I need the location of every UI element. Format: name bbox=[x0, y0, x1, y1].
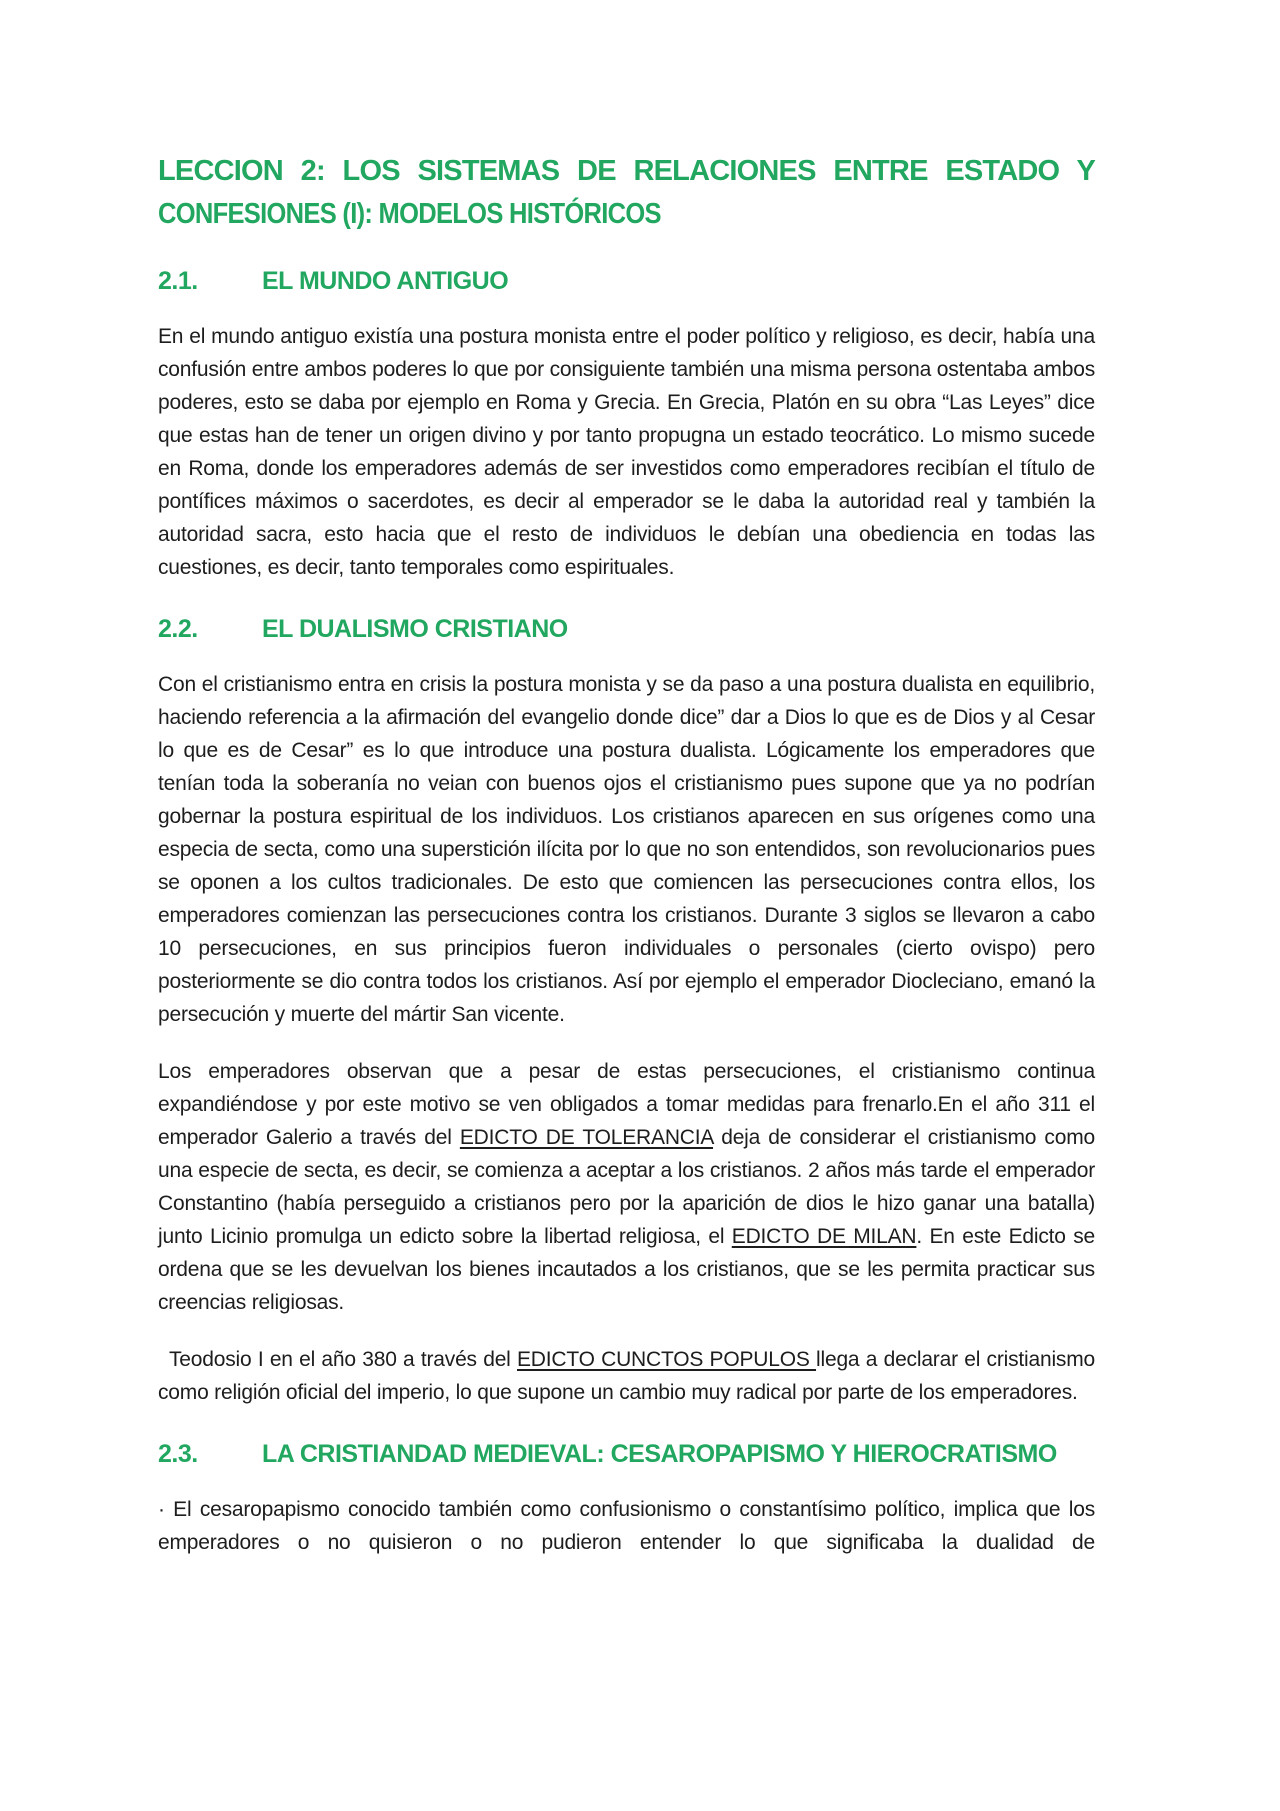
section-el-dualismo-cristiano bbox=[158, 614, 1095, 1409]
text-run: llega a declarar el cristianismo como religión oficial del imperio, lo que supone un cambio muy radical por parte de los emperadores. bbox=[158, 1348, 1095, 1404]
section-number: 2.1. bbox=[158, 267, 198, 295]
paragraph-dualismo-3-teodosio bbox=[158, 1343, 1095, 1409]
document-title bbox=[158, 150, 1095, 236]
section-heading-text: EL DUALISMO CRISTIANO bbox=[262, 615, 568, 643]
section-number: 2.3. bbox=[158, 1440, 198, 1468]
heading-la-cristiandad-medieval bbox=[158, 1439, 1095, 1469]
text-run: deja de considerar el cristianismo como una especie de secta, es decir, se comienza a aceptar a los cristianos. 2 años más tarde el emperador Constantino (había perseguido a cristianos pero por la aparición de dios le hizo ganar una batalla) junto Licinio promulga un edicto sobre la libertad religiosa, el bbox=[158, 1126, 1095, 1248]
document-content bbox=[158, 150, 1095, 1583]
underlined-edict-text: EDICTO DE MILAN bbox=[731, 1225, 917, 1248]
section-el-mundo-antiguo bbox=[158, 266, 1095, 584]
heading-el-dualismo-cristiano bbox=[158, 614, 1095, 644]
section-la-cristiandad-medieval bbox=[158, 1439, 1095, 1559]
underlined-edict-text: EDICTO CUNCTOS POPULOS bbox=[517, 1348, 817, 1371]
section-heading-text: LA CRISTIANDAD MEDIEVAL: CESAROPAPISMO Y HIEROCRATISMO bbox=[262, 1440, 1057, 1468]
text-run: Teodosio I en el año 380 a través del bbox=[169, 1348, 517, 1371]
paragraph-mundo-antiguo-1 bbox=[158, 320, 1095, 584]
text-run: · El cesaropapismo conocido también como confusionismo o constantísimo político, implica que los emperadores o no quisieron o no pudieron entender lo que significaba la dualidad de bbox=[158, 1498, 1095, 1554]
paragraph-dualismo-1 bbox=[158, 668, 1095, 1031]
section-heading-text: EL MUNDO ANTIGUO bbox=[262, 267, 509, 295]
section-number: 2.2. bbox=[158, 615, 198, 643]
underlined-edict-text: EDICTO DE TOLERANCIA bbox=[459, 1126, 714, 1149]
text-run: Los emperadores observan que a pesar de estas persecuciones, el cristianismo continua expandiéndose y por este motivo se ven obligados a tomar medidas para frenarlo.En el año 311 el emperador Galerio a través del bbox=[158, 1060, 1095, 1149]
text-run: . En este Edicto se ordena que se les devuelvan los bienes incautados a los cristianos, que se les permita practicar sus creencias religiosas. bbox=[158, 1225, 1096, 1314]
paragraph-dualismo-2-edictos bbox=[158, 1055, 1095, 1319]
document-title-line-2: CONFESIONES (I): MODELOS HISTÓRICOS bbox=[158, 198, 661, 230]
heading-el-mundo-antiguo bbox=[158, 266, 1095, 296]
document-title-line-1: LECCION 2: LOS SISTEMAS DE RELACIONES ENTRE ESTADO Y bbox=[158, 155, 1095, 187]
text-run: En el mundo antiguo existía una postura monista entre el poder político y religioso, es decir, había una confusión entre ambos poderes lo que por consiguiente también una misma persona ostentaba ambos poderes, esto se daba por ejemplo en Roma y Grecia. En Grecia, Platón en su obra “Las Leyes” dice que estas han de tener un origen divino y por tanto propugna un estado teocrático. Lo mismo sucede en Roma, donde los emperadores además de ser investidos como emperadores recibían el título de pontífices máximos o sacerdotes, es decir al emperador se le daba la autoridad real y también la autoridad sacra, esto hacia que el resto de individuos le debían una obediencia en todas las cuestiones, es decir, tanto temporales como espirituales. bbox=[158, 325, 1095, 579]
paragraph-cesaropapismo-1 bbox=[158, 1493, 1095, 1559]
text-run: Con el cristianismo entra en crisis la postura monista y se da paso a una postura dualista en equilibrio, haciendo referencia a la afirmación del evangelio donde dice” dar a Dios lo que es de Dios y al Cesar lo que es de Cesar” es lo que introduce una postura dualista. Lógicamente los emperadores que tenían toda la soberanía no veian con buenos ojos el cristianismo pues supone que ya no podrían gobernar la postura espiritual de los individuos. Los cristianos aparecen en sus orígenes como una especia de secta, como una superstición ilícita por lo que no son entendidos, son revolucionarios pues se oponen a los cultos tradicionales. De esto que comiencen las persecuciones contra ellos, los emperadores comienzan las persecuciones contra los cristianos. Durante 3 siglos se llevaron a cabo 10 persecuciones, en sus principios fueron individuales o personales (cierto ovispo) pero posteriormente se dio contra todos los cristianos. Así por ejemplo el emperador Diocleciano, emanó la persecución y muerte del mártir San vicente. bbox=[158, 673, 1095, 1026]
